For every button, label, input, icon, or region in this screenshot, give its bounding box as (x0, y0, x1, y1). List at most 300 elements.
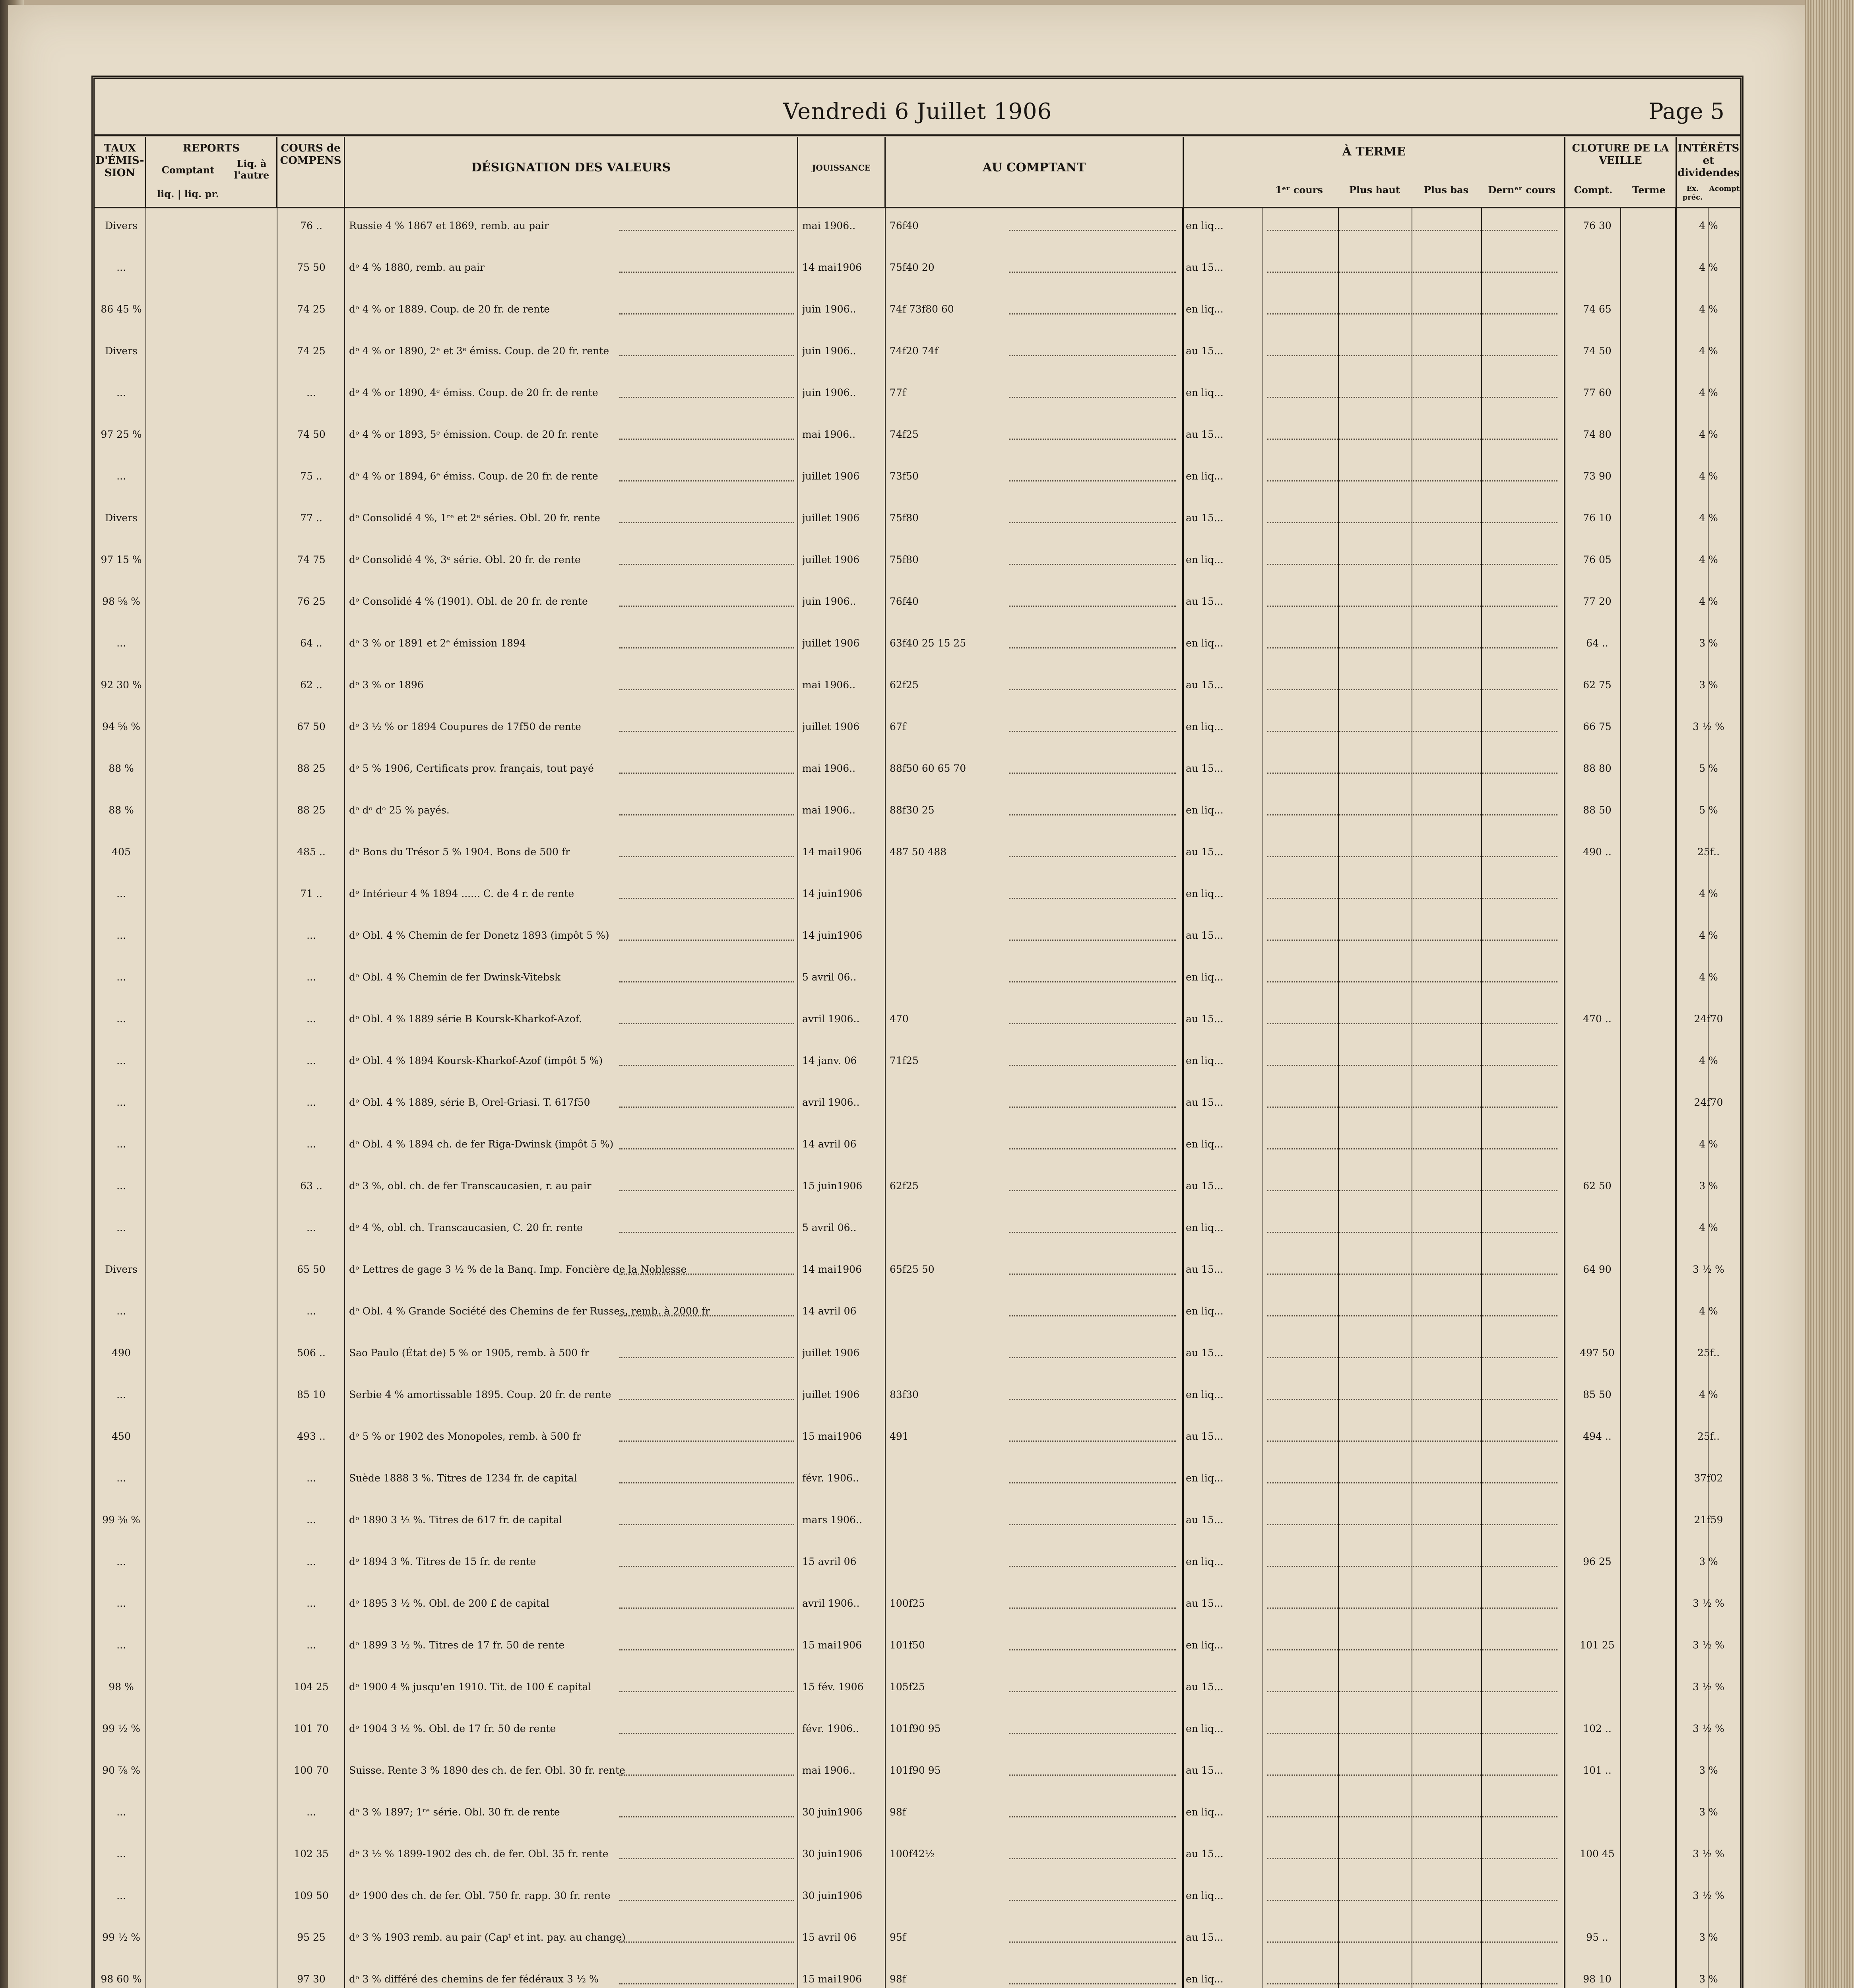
cell-cpt: 77f (890, 387, 906, 398)
leader-dots (1009, 1691, 1176, 1692)
cell-ter: en liq... (1186, 1973, 1224, 1985)
leader-dots (1267, 1691, 1557, 1692)
cell-taux: ... (116, 1138, 126, 1150)
cell-jou: 14 juin1906 (802, 888, 863, 899)
cell-div: 24f70 (1694, 1013, 1723, 1025)
cell-jou: mars 1906.. (802, 1514, 862, 1526)
cell-taux: 97 15 % (101, 554, 142, 565)
cell-cours: ... (306, 1097, 316, 1108)
cell-cpt: 75f80 (890, 512, 919, 524)
cell-des: dᵒ Intérieur 4 % 1894 ...... C. de 4 r. de rente (349, 888, 574, 899)
cell-jou: 30 juin1906 (802, 1848, 863, 1860)
cell-des: dᵒ 3 ½ % 1899-1902 des ch. de fer. Obl. 35 fr. rente (349, 1848, 609, 1860)
cell-jou: juillet 1906 (802, 721, 860, 732)
cell-jou: 14 avril 06 (802, 1138, 857, 1150)
cell-des: Serbie 4 % amortissable 1895. Coup. 20 fr. de rente (349, 1389, 611, 1400)
leader-dots (1009, 1023, 1176, 1024)
cell-div: 5 % (1699, 763, 1718, 774)
cell-jou: 15 avril 06 (802, 1932, 857, 1943)
cell-jou: juin 1906.. (802, 303, 856, 315)
col-a-terme (1184, 137, 1565, 208)
table-row (95, 1176, 1740, 1196)
cell-des: dᵒ Obl. 4 % Chemin de fer Donetz 1893 (impôt 5 %) (349, 930, 609, 941)
table-row (95, 1510, 1740, 1530)
cell-taux: 86 45 % (101, 303, 142, 315)
cell-taux: ... (116, 1806, 126, 1818)
leader-dots (619, 856, 794, 857)
cell-clo: 96 25 (1583, 1556, 1612, 1567)
cell-jou: avril 1906.. (802, 1097, 860, 1108)
cell-taux: ... (116, 1639, 126, 1651)
cell-taux: 98 ⅝ % (102, 596, 140, 607)
cell-clo: 74 80 (1583, 429, 1612, 440)
cell-cours: ... (306, 1305, 316, 1317)
leader-dots (1267, 355, 1557, 356)
cell-jou: 15 mai1906 (802, 1431, 862, 1442)
leader-dots (1267, 1065, 1557, 1066)
cell-div: 4 % (1699, 303, 1718, 315)
cell-cours: 97 30 (297, 1973, 326, 1985)
table-row (95, 1385, 1740, 1404)
leader-dots (619, 647, 794, 648)
cell-div: 4 % (1699, 512, 1718, 524)
cell-taux: ... (116, 1890, 126, 1901)
cell-cours: ... (306, 1013, 316, 1025)
table-row (95, 884, 1740, 903)
cell-div: 3 ½ % (1693, 1681, 1724, 1693)
cell-jou: juillet 1906 (802, 1347, 860, 1359)
quotation-table (95, 137, 1740, 1988)
cell-ter: au 15... (1186, 679, 1224, 691)
leader-dots (1267, 1649, 1557, 1650)
leader-dots (1267, 1900, 1557, 1901)
leader-dots (1009, 1232, 1176, 1233)
cell-des: dᵒ Obl. 4 % 1894 ch. de fer Riga-Dwinsk (impôt 5 %) (349, 1138, 614, 1150)
cell-ter: au 15... (1186, 1431, 1224, 1442)
cell-jou: 14 mai1906 (802, 262, 862, 273)
cell-div: 3 % (1699, 1973, 1718, 1985)
cell-cours: 74 25 (297, 345, 326, 357)
cell-jou: mai 1906.. (802, 679, 856, 691)
leader-dots (619, 1190, 794, 1191)
leader-dots (619, 1315, 794, 1316)
cell-des: Suède 1888 3 %. Titres de 1234 fr. de capital (349, 1472, 577, 1484)
col-acompte: Acompt (1709, 184, 1740, 193)
leader-dots (1009, 606, 1176, 607)
cell-des: dᵒ Consolidé 4 %, 3ᵉ série. Obl. 20 fr. de rente (349, 554, 581, 565)
cell-des: dᵒ 5 % 1906, Certificats prov. français, tout payé (349, 763, 594, 774)
cell-jou: 14 juin1906 (802, 930, 863, 941)
col-dernier-cours: Dernᵉʳ cours (1488, 184, 1555, 196)
page-number: Page 5 (1648, 99, 1724, 124)
cell-cpt: 88f50 60 65 70 (890, 763, 966, 774)
cell-jou: juillet 1906 (802, 470, 860, 482)
leader-dots (1267, 1858, 1557, 1859)
cell-jou: avril 1906.. (802, 1013, 860, 1025)
leader-dots (1009, 313, 1176, 315)
cell-taux: ... (116, 888, 126, 899)
leader-dots (1267, 1148, 1557, 1149)
cell-cours: 74 25 (297, 303, 326, 315)
cell-des: dᵒ 1900 4 % jusqu'en 1910. Tit. de 100 £ capital (349, 1681, 591, 1693)
cell-cours: 62 .. (300, 679, 322, 691)
table-row (95, 1093, 1740, 1112)
cell-cours: 102 35 (294, 1848, 329, 1860)
cell-div: 3 ½ % (1693, 721, 1724, 732)
cell-cours: 100 70 (294, 1765, 329, 1776)
cell-ter: en liq... (1186, 971, 1224, 983)
cell-jou: 14 mai1906 (802, 1264, 862, 1275)
cell-ter: au 15... (1186, 1013, 1224, 1025)
table-row (95, 1552, 1740, 1571)
leader-dots (1009, 1148, 1176, 1149)
cell-des: dᵒ 4 % or 1894, 6ᵉ émiss. Coup. de 20 fr. de rente (349, 470, 598, 482)
leader-dots (1009, 1107, 1176, 1108)
leader-dots (1267, 564, 1557, 565)
leader-dots (1267, 1357, 1557, 1358)
leader-dots (1267, 1023, 1557, 1024)
leader-dots (1009, 689, 1176, 690)
table-row (95, 1302, 1740, 1321)
leader-dots (1009, 1900, 1176, 1901)
cell-des: dᵒ 4 % or 1890, 4ᵉ émiss. Coup. de 20 fr. de rente (349, 387, 598, 398)
cell-taux: ... (116, 1222, 126, 1233)
cell-jou: mai 1906.. (802, 1765, 856, 1776)
cell-div: 21f59 (1694, 1514, 1723, 1526)
cell-taux: 99 ½ % (102, 1723, 140, 1734)
cell-div: 4 % (1699, 429, 1718, 440)
col-reports-label: REPORTS (183, 142, 240, 154)
cell-taux: 92 30 % (101, 679, 142, 691)
cell-cours: ... (306, 1055, 316, 1066)
leader-dots (1267, 313, 1557, 315)
cell-clo: 64 .. (1586, 637, 1608, 649)
cell-cours: ... (306, 1222, 316, 1233)
cell-div: 4 % (1699, 930, 1718, 941)
cell-ter: au 15... (1186, 1264, 1224, 1275)
leader-dots (619, 1649, 794, 1650)
table-row (95, 843, 1740, 862)
table-row (95, 592, 1740, 611)
cell-des: dᵒ 3 % différé des chemins de fer fédéraux 3 ½ % (349, 1973, 599, 1985)
cell-div: 3 % (1699, 1765, 1718, 1776)
leader-dots (619, 981, 794, 982)
col-liq-pr: liq. | liq. pr. (157, 188, 219, 200)
cell-cpt: 75f80 (890, 554, 919, 565)
cell-div: 3 ½ % (1693, 1639, 1724, 1651)
table-row (95, 1594, 1740, 1613)
cell-des: Russie 4 % 1867 et 1869, remb. au pair (349, 220, 549, 231)
page-frame (91, 76, 1743, 1988)
cell-ter: au 15... (1186, 1848, 1224, 1860)
cell-cours: ... (306, 1472, 316, 1484)
cell-jou: 15 mai1906 (802, 1639, 862, 1651)
cell-ter: en liq... (1186, 1055, 1224, 1066)
cell-ter: en liq... (1186, 1806, 1224, 1818)
leader-dots (619, 1107, 794, 1108)
cell-cours: 64 .. (300, 637, 322, 649)
leader-dots (1267, 647, 1557, 648)
leader-dots (1009, 1399, 1176, 1400)
cell-cours: 101 70 (294, 1723, 329, 1734)
cell-cours: 75 .. (300, 470, 322, 482)
cell-cours: ... (306, 971, 316, 983)
table-row (95, 717, 1740, 736)
cell-taux: ... (116, 470, 126, 482)
table-row (95, 467, 1740, 486)
leader-dots (619, 1733, 794, 1734)
leader-dots (1267, 1482, 1557, 1483)
cell-des: dᵒ 4 %, obl. ch. Transcaucasien, C. 20 fr. rente (349, 1222, 583, 1233)
cell-ter: au 15... (1186, 1514, 1224, 1526)
leader-dots (1267, 1315, 1557, 1316)
cell-cours: 104 25 (294, 1681, 329, 1693)
cell-cpt: 73f50 (890, 470, 919, 482)
table-row (95, 300, 1740, 319)
col-plus-bas: Plus bas (1423, 184, 1469, 196)
leader-dots (1009, 522, 1176, 523)
leader-dots (619, 1691, 794, 1692)
cell-ter: en liq... (1186, 1723, 1224, 1734)
col-cloture (1565, 137, 1677, 208)
leader-dots (1267, 940, 1557, 941)
cell-clo: 73 90 (1583, 470, 1612, 482)
cell-des: dᵒ Obl. 4 % 1894 Koursk-Kharkof-Azof (impôt 5 %) (349, 1055, 603, 1066)
cell-jou: avril 1906.. (802, 1598, 860, 1609)
cell-taux: ... (116, 1180, 126, 1192)
cell-ter: au 15... (1186, 345, 1224, 357)
cell-des: dᵒ Obl. 4 % Grande Société des Chemins de fer Russes, remb. à 2000 fr (349, 1305, 710, 1317)
col-jouissance: JOUISSANCE (798, 137, 886, 208)
leader-dots (1009, 1649, 1176, 1650)
col-premier-cours: 1ᵉʳ cours (1275, 184, 1323, 196)
table-row (95, 216, 1740, 235)
cell-ter: au 15... (1186, 429, 1224, 440)
cell-cours: 76 .. (300, 220, 322, 231)
col-interets (1677, 137, 1740, 208)
cell-des: dᵒ 3 ½ % or 1894 Coupures de 17f50 de rente (349, 721, 581, 732)
cell-taux: ... (116, 1305, 126, 1317)
cell-cpt: 76f40 (890, 596, 919, 607)
leader-dots (1009, 773, 1176, 774)
cell-des: dᵒ Consolidé 4 % (1901). Obl. de 20 fr. de rente (349, 596, 588, 607)
cell-jou: 15 juin1906 (802, 1180, 863, 1192)
cell-clo: 101 .. (1583, 1765, 1612, 1776)
cell-cours: 506 .. (297, 1347, 326, 1359)
cell-ter: en liq... (1186, 387, 1224, 398)
cell-taux: ... (116, 1598, 126, 1609)
cell-taux: 98 % (109, 1681, 134, 1693)
leader-dots (619, 1023, 794, 1024)
cell-taux: ... (116, 262, 126, 273)
leader-dots (1009, 898, 1176, 899)
leader-dots (619, 230, 794, 231)
cell-cpt: 62f25 (890, 679, 919, 691)
cell-taux: 490 (112, 1347, 131, 1359)
cell-ter: en liq... (1186, 303, 1224, 315)
cell-des: dᵒ 1890 3 ½ %. Titres de 617 fr. de capital (349, 1514, 562, 1526)
cell-cpt: 74f25 (890, 429, 919, 440)
table-row (95, 383, 1740, 402)
leader-dots (619, 1524, 794, 1525)
table-row (95, 1260, 1740, 1279)
col-interets-label: INTÉRÊTS et dividendes (1677, 142, 1740, 179)
cell-jou: juillet 1906 (802, 1389, 860, 1400)
cell-jou: 5 avril 06.. (802, 1222, 857, 1233)
leader-dots (619, 1148, 794, 1149)
cell-jou: 15 fév. 1906 (802, 1681, 864, 1693)
table-row (95, 968, 1740, 987)
cell-des: dᵒ 4 % 1880, remb. au pair (349, 262, 485, 273)
col-cloture-label: CLOTURE DE LA VEILLE (1572, 142, 1669, 167)
cell-cpt: 105f25 (890, 1681, 925, 1693)
cell-ter: au 15... (1186, 1932, 1224, 1943)
leader-dots (619, 940, 794, 941)
cell-des: dᵒ Obl. 4 % Chemin de fer Dwinsk-Vitebsk (349, 971, 561, 983)
cell-des: dᵒ dᵒ dᵒ 25 % payés. (349, 804, 450, 816)
leader-dots (1267, 689, 1557, 690)
cell-des: dᵒ Bons du Trésor 5 % 1904. Bons de 500 fr (349, 846, 570, 858)
cell-jou: févr. 1906.. (802, 1723, 859, 1734)
cell-cours: 76 25 (297, 596, 326, 607)
leader-dots (1009, 439, 1176, 440)
leader-dots (1009, 355, 1176, 356)
cell-ter: en liq... (1186, 721, 1224, 732)
cell-ter: au 15... (1186, 1765, 1224, 1776)
col-plus-haut: Plus haut (1349, 184, 1400, 196)
leader-dots (1009, 940, 1176, 941)
leader-dots (619, 1816, 794, 1817)
leader-dots (1267, 522, 1557, 523)
cell-clo: 101 25 (1580, 1639, 1615, 1651)
cell-jou: 15 avril 06 (802, 1556, 857, 1567)
table-row (95, 1427, 1740, 1446)
cell-cpt: 95f (890, 1932, 906, 1943)
page-edge (1805, 0, 1854, 1988)
leader-dots (619, 1482, 794, 1483)
leader-dots (1009, 814, 1176, 815)
leader-dots (1009, 1190, 1176, 1191)
cell-taux: Divers (105, 1264, 138, 1275)
cell-div: 25f.. (1697, 1347, 1720, 1359)
cell-jou: 14 avril 06 (802, 1305, 857, 1317)
cell-cours: 77 .. (300, 512, 322, 524)
cell-div: 3 ½ % (1693, 1723, 1724, 1734)
cell-clo: 66 75 (1583, 721, 1612, 732)
cell-des: dᵒ 5 % or 1902 des Monopoles, remb. à 500 fr (349, 1431, 581, 1442)
leader-dots (1009, 1774, 1176, 1776)
cell-taux: 90 ⅞ % (102, 1765, 140, 1776)
leader-dots (1009, 564, 1176, 565)
table-row (95, 1677, 1740, 1697)
cell-cpt: 491 (890, 1431, 909, 1442)
cell-taux: Divers (105, 512, 138, 524)
cell-taux: 94 ⅝ % (102, 721, 140, 732)
leader-dots (1267, 1190, 1557, 1191)
leader-dots (1009, 1858, 1176, 1859)
col-designation: DÉSIGNATION DES VALEURS (345, 137, 798, 208)
cell-cpt: 470 (890, 1013, 909, 1025)
cell-jou: juillet 1906 (802, 512, 860, 524)
cell-ter: au 15... (1186, 596, 1224, 607)
cell-cpt: 98f (890, 1806, 906, 1818)
cell-div: 4 % (1699, 971, 1718, 983)
cell-ter: en liq... (1186, 470, 1224, 482)
col-liq: Liq. à l'autre (234, 158, 270, 181)
cell-cours: ... (306, 1138, 316, 1150)
table-row (95, 1218, 1740, 1237)
cell-cours: 75 50 (297, 262, 326, 273)
leader-dots (1009, 480, 1176, 481)
cell-cpt: 65f25 50 (890, 1264, 935, 1275)
leader-dots (1267, 856, 1557, 857)
cell-jou: 30 juin1906 (802, 1806, 863, 1818)
cell-taux: 97 25 % (101, 429, 142, 440)
cell-jou: févr. 1906.. (802, 1472, 859, 1484)
cell-cours: ... (306, 930, 316, 941)
leader-dots (1267, 1274, 1557, 1275)
leader-dots (619, 731, 794, 732)
table-row (95, 1469, 1740, 1488)
leader-dots (1267, 814, 1557, 815)
cell-taux: 88 % (109, 763, 134, 774)
cell-div: 37f02 (1694, 1472, 1723, 1484)
leader-dots (1267, 230, 1557, 231)
cell-jou: juillet 1906 (802, 637, 860, 649)
leader-dots (619, 689, 794, 690)
cell-taux: ... (116, 1097, 126, 1108)
cell-taux: 88 % (109, 804, 134, 816)
cell-cpt: 76f40 (890, 220, 919, 231)
cell-div: 3 % (1699, 1806, 1718, 1818)
cell-cpt: 487 50 488 (890, 846, 947, 858)
table-row (95, 801, 1740, 820)
col-taux: TAUX D'ÉMIS-SION (95, 137, 146, 208)
cell-taux: 450 (112, 1431, 131, 1442)
cell-des: dᵒ 3 % 1897; 1ʳᵉ série. Obl. 30 fr. de rente (349, 1806, 560, 1818)
cell-div: 24f70 (1694, 1097, 1723, 1108)
cell-taux: ... (116, 637, 126, 649)
cell-des: dᵒ 3 % 1903 remb. au pair (Capᵗ et int. pay. au change) (349, 1932, 626, 1943)
cell-div: 3 % (1699, 1932, 1718, 1943)
col-ex-prec: Ex. préc. (1682, 184, 1703, 202)
leader-dots (619, 1900, 794, 1901)
cell-ter: au 15... (1186, 1097, 1224, 1108)
leader-dots (1267, 1524, 1557, 1525)
col-reports (146, 137, 277, 208)
leader-dots (1267, 1607, 1557, 1609)
cell-cpt: 101f90 95 (890, 1765, 941, 1776)
cell-des: dᵒ 3 % or 1891 et 2ᵉ émission 1894 (349, 637, 526, 649)
cell-ter: en liq... (1186, 1222, 1224, 1233)
cell-cpt: 100f25 (890, 1598, 925, 1609)
cell-clo: 64 90 (1583, 1264, 1612, 1275)
col-comptant: Comptant (161, 164, 215, 176)
cell-des: dᵒ 4 % or 1893, 5ᵉ émission. Coup. de 20 fr. rente (349, 429, 599, 440)
leader-dots (619, 1065, 794, 1066)
leader-dots (1267, 1733, 1557, 1734)
leader-dots (619, 1399, 794, 1400)
leader-dots (619, 397, 794, 398)
cell-clo: 470 .. (1583, 1013, 1612, 1025)
cell-div: 4 % (1699, 1222, 1718, 1233)
cell-cours: ... (306, 1598, 316, 1609)
table-row (95, 1010, 1740, 1029)
leader-dots (619, 898, 794, 899)
cell-div: 4 % (1699, 345, 1718, 357)
leader-dots (1267, 731, 1557, 732)
cell-taux: ... (116, 387, 126, 398)
